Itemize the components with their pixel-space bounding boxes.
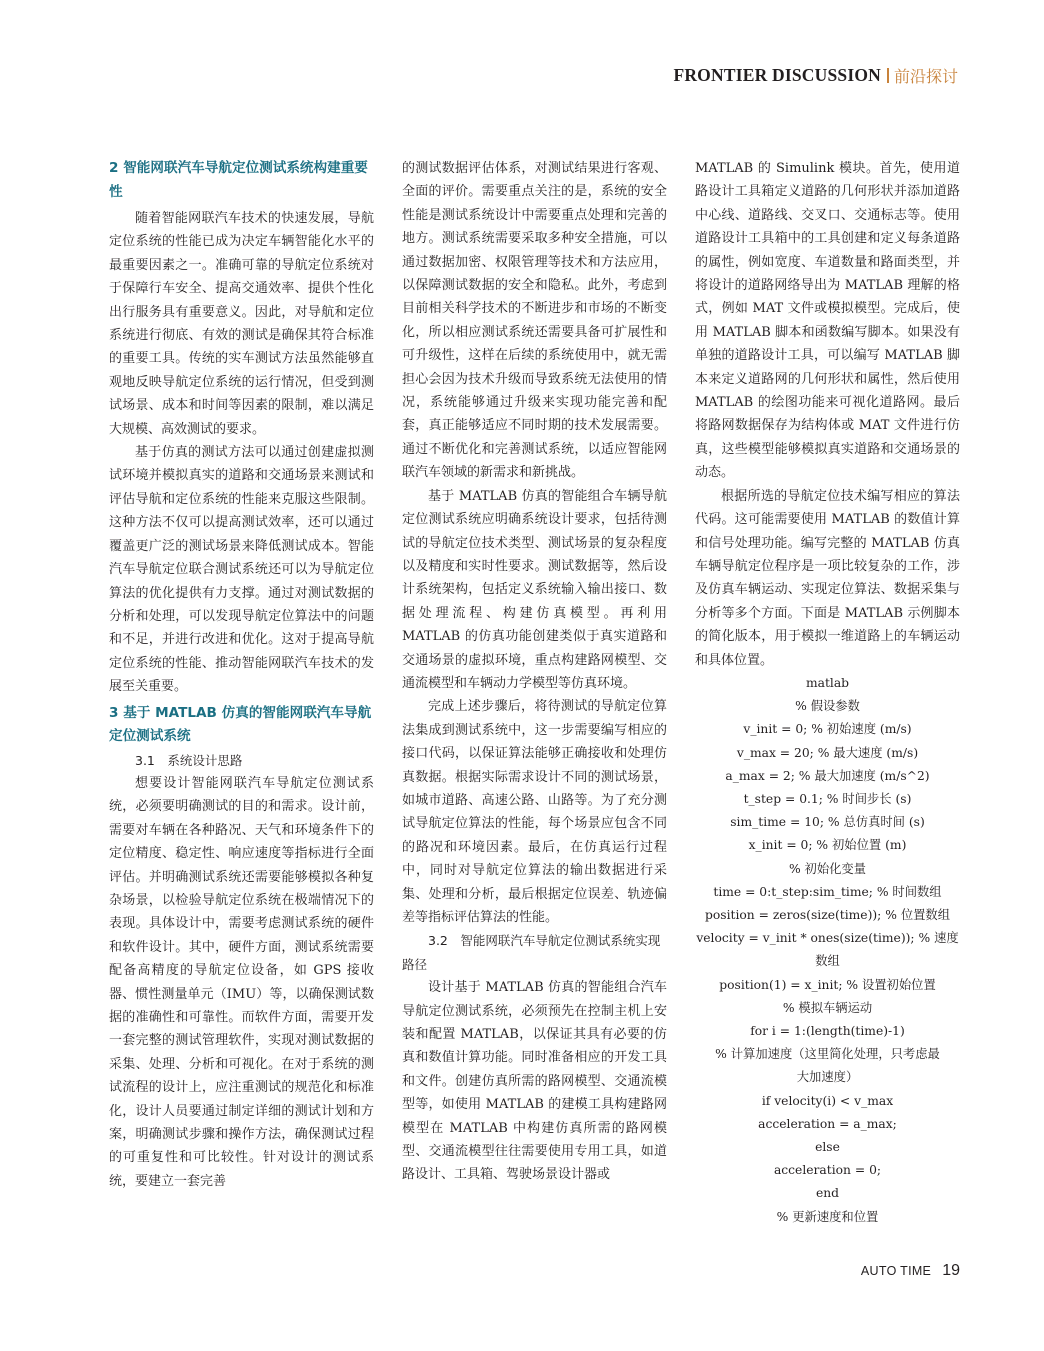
page-number: 19 <box>942 1262 960 1279</box>
code-line: position = zeros(size(time)); % 位置数组 <box>704 907 951 922</box>
code-line: % 模拟车辆运动 <box>782 1000 873 1015</box>
paragraph-continued: 的测试数据评估体系，对测试结果进行客观、全面的评价。需要重点关注的是，系统的安全性能是测试系统设计中需要重点处理和完善的地方。测试系统需要采取多种安全措施，可以通过数据加密、权限管理等技术和方法应用，以保障测试数据的安全和隐私。此外，考虑到目前相关科学技术的不断进步和市场的不断变化，所以相应测试系统还需要具备可扩展性和可升级性，这样在后续的系统使用中，就无需担心会因为技术升级而导致系统无法使用的情况，系统能够通过升级来实现功能完善和配套，真正能够适应不同时期的技术发展需要。通过不断优化和完善测试系统，以适应智能网联汽车领域的新需求和新挑战。 <box>402 161 667 481</box>
paragraph: 基于 MATLAB 仿真的智能组合车辆导航定位测试系统应明确系统设计要求，包括待测试的导航定位技术类型、测试场景的复杂程度以及精度和实时性要求。测试数据等，然后设计系统架构，包括定义系统输入输出接口、数据处理流程、构建仿真模型。再利用 MATLAB 的仿真功能创建类似于真实道路和交通场景的虚拟环境，重点构建路网模型、交通流模型和车辆动力学模型等仿真环境。 <box>402 488 667 691</box>
code-line: matlab <box>805 675 850 690</box>
header-divider <box>887 68 889 83</box>
section-title-cn: 前沿探讨 <box>893 67 958 86</box>
code-line: velocity = v_init * ones(size(time)); % 速度数组 <box>696 931 959 969</box>
code-line: acceleration = 0; <box>773 1163 882 1178</box>
code-line: else <box>815 1140 840 1154</box>
code-line: % 假设参数 <box>795 699 860 714</box>
paragraph-continued: MATLAB 的 Simulink 模块。首先，使用道路设计工具箱定义道路的几何形状并添加道路中心线、道路线、交叉口、交通标志等。使用道路设计工具箱中的工具创建和定义每条道路的属性，例如宽度、车道数量和路面类型，并将设计的道路网络导出为 MATLAB 理解的格式，例如 MAT 文件或模拟模型。完成后，使用 MATLAB 脚本和函数编写脚本。如果没有单独的道路设计工具，可以编写 MATLAB 脚本来定义道路网的几何形状和属性，然后使用 MATLAB 的绘图功能来可视化道路网。最后将路网数据保存为结构体或 MAT 文件进行仿真，这些模型能够模拟真实道路和交通场景的动态。 <box>695 161 960 481</box>
journal-name: AUTO TIME <box>860 1264 932 1278</box>
code-line: 大加速度） <box>796 1070 859 1085</box>
paragraph: 想要设计智能网联汽车导航定位测试系统，必须要明确测试的目的和需求。设计前，需要对车辆在各种路况、天气和环境条件下的定位精度、稳定性、响应速度等指标进行全面评估。并明确测试系统还需要能够模拟各种复杂场景，以检验导航定位系统在极端情况下的表现。具体设计中，需要考虑测试系统的硬件和软件设计。其中，硬件方面，测试系统需要配备高精度的导航定位设备，如 GPS 接收器、惯性测量单元（IMU）等，以确保测试数据的准确性和可靠性。而软件方面，需要开发一套完整的测试管理软件，实现对测试数据的采集、处理、分析和可视化。在对于系统的测试流程的设计上，应注重测试的规范化和标准化，设计人员要通过制定详细的测试计划和方案，明确测试步骤和操作方法，确保测试过程的可重复性和可比较性。针对设计的测试系统，要建立一套完善 <box>109 775 374 1189</box>
subsection-3-1-heading: 3.1 系统设计思路 <box>135 752 243 768</box>
subsection-3-2-heading: 3.2 智能网联汽车导航定位测试系统实现路径 <box>402 933 661 972</box>
paragraph: 根据所选的导航定位技术编写相应的算法代码。这可能需要使用 MATLAB 的数值计算和信号处理功能。编写完整的 MATLAB 仿真车辆导航定位程序是一项比较复杂的工作，涉及仿真车辆运动、实现定位算法、数据采集与分析等多个方面。下面是 MATLAB 示例脚本的简化版本，用于模拟一维道路上的车辆运动和具体位置。 <box>695 488 960 668</box>
page-footer <box>861 1262 960 1280</box>
code-line: % 计算加速度（这里简化处理，只考虑最 <box>715 1047 940 1062</box>
code-line: position(1) = x_init; % 设置初始位置 <box>719 977 936 992</box>
section-3-heading: 3 基于 MATLAB 仿真的智能网联汽车导航定位测试系统 <box>109 704 372 745</box>
paragraph: 设计基于 MATLAB 仿真的智能组合汽车导航定位测试系统，必须预先在控制主机上安装和配置 MATLAB，以保证其具有必要的仿真和数值计算功能。同时准备相应的开发工具和文件。创建仿真所需的路网模型、交通流模型等，如使用 MATLAB 的建模工具构建路网模型在 MATLAB 中构建仿真所需的路网模型、交通流模型往往需要使用专用工具，如道路设计、工具箱、驾驶场景设计器或 <box>402 980 667 1183</box>
code-line: sim_time = 10; % 总仿真时间 (s) <box>730 815 925 830</box>
code-line: a_max = 2; % 最大加速度 (m/s^2) <box>725 768 930 783</box>
code-line: v_init = 0; % 初始速度 (m/s) <box>743 722 912 737</box>
code-line: time = 0:t_step:sim_time; % 时间数组 <box>713 884 942 899</box>
paragraph: 基于仿真的测试方法可以通过创建虚拟测试环境并模拟真实的道路和交通场景来测试和评估导航和定位系统的性能来克服这些限制。这种方法不仅可以提高测试效率，还可以通过覆盖更广泛的测试场景来降低测试成本。智能汽车导航定位联合测试系统还可以为导航定位算法的优化提供有力支撑。通过对测试数据的分析和处理，可以发现导航定位算法中的问题和不足，并进行改进和优化。这对于提高导航定位系统的性能、推动智能网联汽车技术的发展至关重要。 <box>109 445 374 695</box>
code-line: % 更新速度和位置 <box>776 1209 879 1224</box>
column-1 <box>109 157 374 1193</box>
paragraph: 完成上述步骤后，将待测试的导航定位算法集成到测试系统中，这一步需要编写相应的接口代码，以保证算法能够正确接收和处理仿真数据。根据实际需求设计不同的测试场景，如城市道路、高速公路、山路等。为了充分测试导航定位算法的性能，每个场景应包含不同的路况和环境因素。最后，在仿真运行过程中，同时对导航定位算法的输出数据进行采集、处理和分析，最后根据定位误差、轨迹偏差等指标评估算法的性能。 <box>402 699 667 925</box>
running-header <box>673 64 958 87</box>
code-line: if velocity(i) < v_max <box>761 1093 894 1108</box>
code-line: acceleration = a_max; <box>758 1116 897 1131</box>
code-line: t_step = 0.1; % 时间步长 (s) <box>743 791 912 806</box>
column-3 <box>695 157 960 1229</box>
code-line: for i = 1:(length(time)-1) <box>750 1023 905 1038</box>
code-line: x_init = 0; % 初始位置 (m) <box>748 838 907 853</box>
code-listing <box>695 672 960 1229</box>
column-2 <box>402 157 667 1187</box>
paragraph: 随着智能网联汽车技术的快速发展，导航定位系统的性能已成为决定车辆智能化水平的最重要因素之一。准确可靠的导航定位系统对于保障行车安全、提高交通效率、提供个性化出行服务具有重要意义。因此，对导航和定位系统进行彻底、有效的测试是确保其符合标准的重要工具。传统的实车测试方法虽然能够直观地反映导航定位系统的运行情况，但受到测试场景、成本和时间等因素的限制，难以满足大规模、高效测试的要求。 <box>109 211 374 437</box>
code-line: v_max = 20; % 最大速度 (m/s) <box>736 745 919 760</box>
code-line: % 初始化变量 <box>788 861 867 876</box>
code-line: end <box>815 1186 840 1201</box>
section-2-heading: 2 智能网联汽车导航定位测试系统构建重要性 <box>109 160 368 200</box>
section-title-en: FRONTIER DISCUSSION <box>673 65 881 85</box>
